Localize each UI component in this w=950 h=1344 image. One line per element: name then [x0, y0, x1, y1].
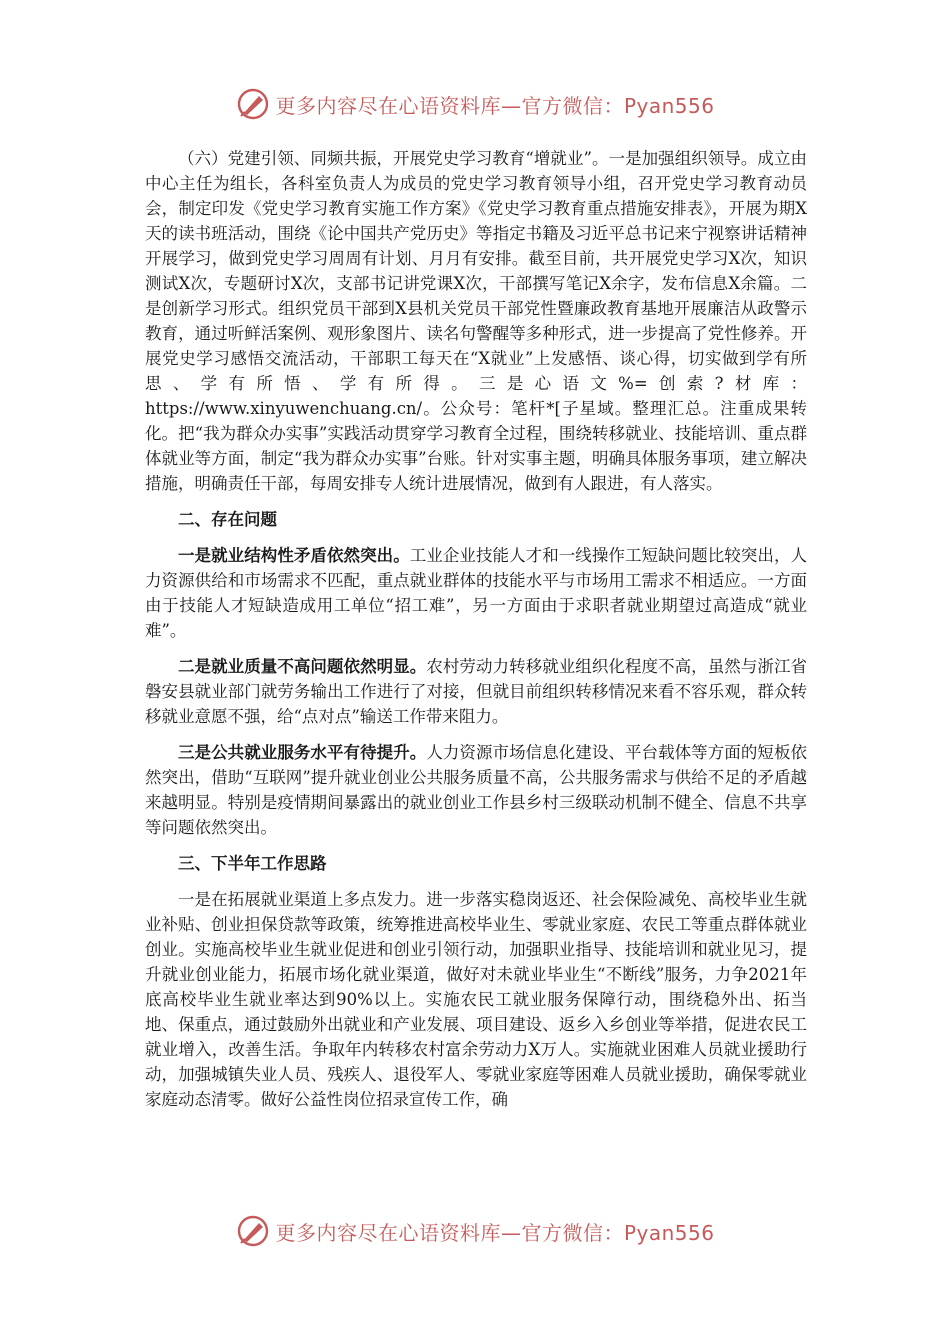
watermark-banner-bottom: [0, 1211, 950, 1251]
issue-3-lead: 三是公共就业服务水平有待提升。: [178, 743, 427, 762]
watermark-text: 更多内容尽在心语资料库—官方微信：Pyan556: [275, 93, 715, 118]
paragraph-issue-1: [145, 543, 807, 643]
pen-nib-logo-icon: [235, 86, 271, 122]
watermark-banner-top: [0, 84, 950, 124]
pen-nib-logo-icon: [235, 1213, 271, 1249]
issue-1-body: 工业企业技能人才和一线操作工短缺问题比较突出，人力资源供给和市场需求不匹配，重点就业群体的技能水平与市场用工需求不相适应。一方面由于技能人才短缺造成用工单位“招工难”，另一方面由于求职者就业期望过高造成“就业难”。: [145, 546, 808, 640]
watermark-text: 更多内容尽在心语资料库—官方微信：Pyan556: [275, 1220, 715, 1245]
issue-3-body: 人力资源市场信息化建设、平台载体等方面的短板依然突出，借助“互联网”提升就业创业公共服务质量不高，公共服务需求与供给不足的矛盾越来越明显。特别是疫情期间暴露出的就业创业工作县乡村三级联动机制不健全、信息不共享等问题依然突出。: [145, 743, 808, 837]
section-heading-problems: 二、存在问题: [178, 510, 277, 529]
paragraph-issue-2: [145, 654, 807, 729]
document-body: [145, 146, 807, 1112]
issue-2-lead: 二是就业质量不高问题依然明显。: [178, 657, 427, 676]
paragraph-issue-3: [145, 740, 807, 840]
issue-2-body: 农村劳动力转移就业组织化程度不高，虽然与浙江省磐安县就业部门就劳务输出工作进行了对接，但就目前组织转移情况来看不容乐观，群众转移就业意愿不强，给“点对点”输送工作带来阻力。: [145, 657, 808, 726]
section-heading-plans: 三、下半年工作思路: [178, 854, 327, 873]
paragraph-party-building: （六）党建引领、同频共振，开展党史学习教育“增就业”。一是加强组织领导。成立由中心主任为组长，各科室负责人为成员的党史学习教育领导小组，召开党史学习教育动员会，制定印发《党史学习教育实施工作方案》《党史学习教育重点措施安排表》，开展为期X天的读书班活动，围绕《论中国共产党历史》等指定书籍及习近平总书记来宁视察讲话精神开展学习，做到党史学习周周有计划、月月有安排。截至目前，共开展党史学习X次，知识测试X次，专题研讨X次，支部书记讲党课X次，干部撰写笔记X余字，发布信息X余篇。二是创新学习形式。组织党员干部到X县机关党员干部党性暨廉政教育基地开展廉洁从政警示教育，通过听鲜活案例、观形象图片、读名句警醒等多种形式，进一步提高了党性修养。开展党史学习感悟交流活动，干部职工每天在“X就业”上发感悟、谈心得，切实做到学有所思、学有所悟、学有所得。三是心语文%=创索?材库：https://www.xinyuwenchuang.cn/。公众号：笔杆*[子星域。整理汇总。注重成果转化。把“我为群众办实事”实践活动贯穿学习教育全过程，围绕转移就业、技能培训、重点群体就业等方面，制定“我为群众办实事”台账。针对实事主题，明确具体服务事项，建立解决措施，明确责任干部，每周安排专人统计进展情况，做到有人跟进，有人落实。: [145, 149, 807, 493]
paragraph-plan-1: 一是在拓展就业渠道上多点发力。进一步落实稳岗返还、社会保险减免、高校毕业生就业补贴、创业担保贷款等政策，统筹推进高校毕业生、零就业家庭、农民工等重点群体就业创业。实施高校毕业生就业促进和创业引领行动，加强职业指导、技能培训和就业见习，提升就业创业能力，拓展市场化就业渠道，做好对未就业毕业生“不断线”服务，力争2021年底高校毕业生就业率达到90%以上。实施农民工就业服务保障行动，围绕稳外出、拓当地、保重点，通过鼓励外出就业和产业发展、项目建设、返乡入乡创业等举措，促进农民工就业增入，改善生活。争取年内转移农村富余劳动力X万人。实施就业困难人员就业援助行动，加强城镇失业人员、残疾人、退役军人、零就业家庭等困难人员就业援助，确保零就业家庭动态清零。做好公益性岗位招录宣传工作，确: [145, 890, 807, 1109]
issue-1-lead: 一是就业结构性矛盾依然突出。: [178, 546, 410, 565]
